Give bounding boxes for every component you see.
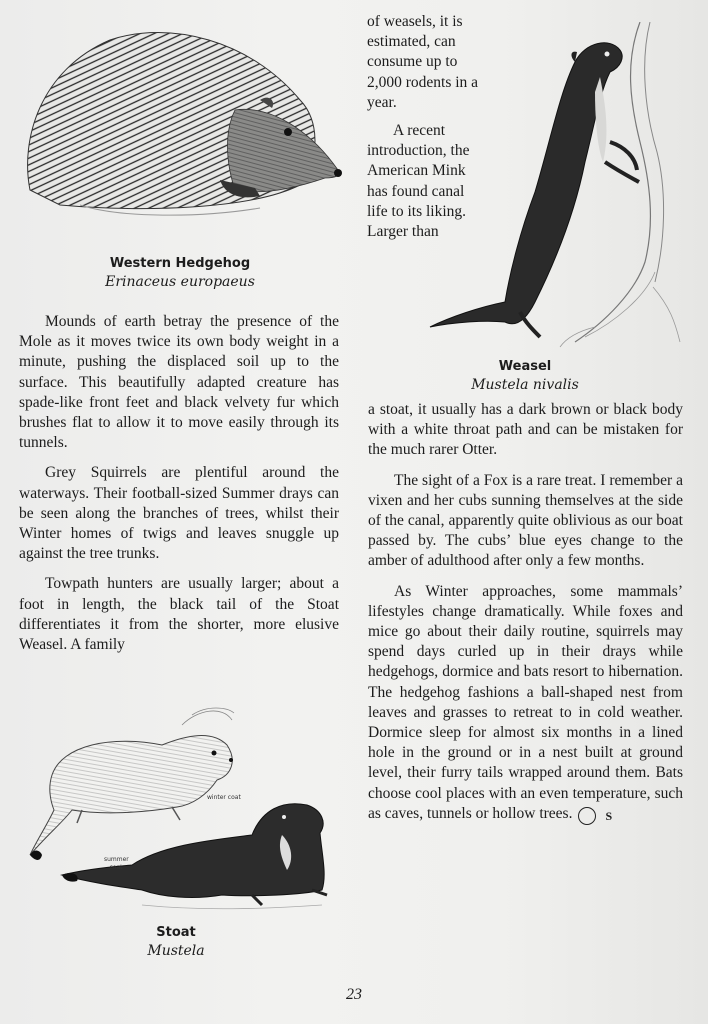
stoat-latin-name: Mustela [147,943,205,959]
weasel-caption [440,358,610,394]
left-column [19,312,339,665]
weasel-latin-name: Mustela nivalis [471,377,579,393]
left-paragraph-2: Grey Squirrels are plentiful around the waterways. Their football-sized Summer drays can be seen along the branches of trees, whilst their Winter homes of twigs and leaves snuggle up against the tree trunks. [19,464,339,563]
left-paragraph-3: Towpath hunters are usually larger; about a foot in length, the black tail of the Stoat differentiates it from the shorter, more elusive Weasel. A family [19,575,339,654]
section-end-mark: S [578,807,596,825]
summer-coat-label: summer coat [104,856,129,871]
right-paragraph-2: The sight of a Fox is a rare treat. I remember a vixen and her cubs sunning themselves at the side of the canal, apparently quite oblivious as our boat passed by. The cubs’ blue eyes change to the amber of adulthood after only a few months. [368,471,683,570]
left-paragraph-1: Mounds of earth betray the presence of the Mole as it moves twice its own body weight in a minute, pushing the displaced soil up to the surface. This beautifully adapted creature has spade-like front feet and black velvety fur which brushes flat to allow it to move easily through its tunnels. [19,313,339,452]
right-column [368,400,683,835]
hedgehog-latin-name: Erinaceus europaeus [105,274,255,290]
weasel-illustration [425,22,685,352]
stoat-common-name: Stoat [156,925,196,940]
right-top-paragraph-2: A recent introduction, the American Mink has found canal life to its liking. Larger than [367,122,470,241]
hedgehog-caption [60,255,300,291]
page-number: 23 [346,986,362,1003]
right-paragraph-3 [368,582,683,825]
right-paragraph-1: a stoat, it usually has a dark brown or black body with a white throat path and can be mistaken for the much rarer Otter. [368,401,683,459]
weasel-common-name: Weasel [498,359,552,374]
right-paragraph-3-text: As Winter approaches, some mammals’ lifestyles change dramatically. While foxes and mice go about their daily routine, squirrels may spend days curled up in their drays while hedgehogs, dormice and bats resort to hibernation. The hedgehog fashions a ball-shaped nest from leaves and grasses to retreat to in cold weather. Dormice sleep for almost six months in a lined hole in the ground or in a nest built at ground level, their furry tails wrapped around them. Bats choose cool places with an even temperature, such as caves, tunnels or hollow trees. [368,582,683,822]
winter-coat-label: winter coat [207,794,241,801]
right-top-paragraph-1: of weasels, it is estimated, can consume up to 2,000 rodents in a year. [367,13,479,111]
hedgehog-illustration [20,20,350,225]
stoat-illustration [22,705,342,915]
stoat-caption [106,924,246,960]
hedgehog-common-name: Western Hedgehog [109,256,251,271]
